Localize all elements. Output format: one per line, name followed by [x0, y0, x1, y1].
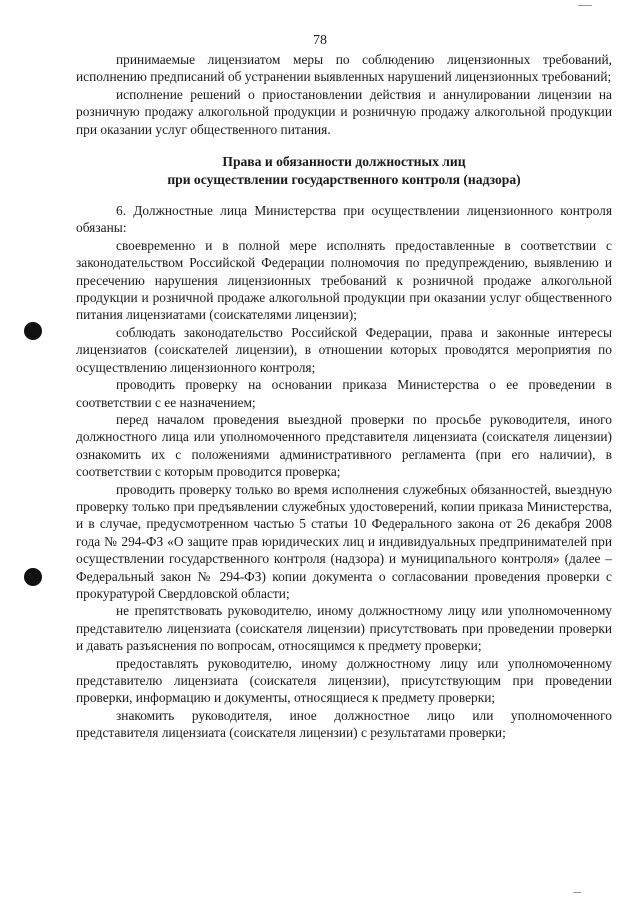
duty-item: проводить проверку на основании приказа Министерства о ее проведении в соответствии с ее назначением;	[76, 377, 612, 410]
page-number: 78	[313, 33, 327, 48]
scan-speck	[578, 5, 592, 6]
paragraph: принимаемые лицензиатом меры по соблюдению лицензионных требований, исполнению предписаний об устранении выявленных нарушений лицензионных требований;	[76, 52, 612, 85]
section-intro: 6. Должностные лица Министерства при осуществлении лицензионного контроля обязаны:	[76, 203, 612, 236]
scan-speck	[573, 892, 581, 893]
punch-hole-bottom	[24, 568, 42, 586]
duty-item: знакомить руководителя, иное должностное лицо или уполномоченного представителя лицензиата (соискателя лицензии) с результатами проверки;	[76, 707, 612, 741]
duty-item: соблюдать законодательство Российской Федерации, права и законные интересы лицензиатов (соискателей лицензии), в отношении которых проводятся мероприятия по осуществлению лицензионного контроля;	[76, 324, 612, 375]
duty-item: не препятствовать руководителю, иному должностному лицу или уполномоченному представителю лицензиата (соискателя лицензии) присутствовать при проведении проверки и давать разъяснения по вопросам, относящимся к предмету проверки;	[76, 603, 612, 654]
duty-item: предоставлять руководителю, иному должностному лицу или уполномоченному представителю лицензиата (соискателя лицензии), присутствующим при проведении проверки, информацию и документы, относящиеся к предмету проверки;	[76, 655, 612, 706]
paragraph: исполнение решений о приостановлении действия и аннулировании лицензии на розничную продажу алкогольной продукции и розничную продажу алкогольной продукции при оказании услуг общественного питания.	[76, 86, 612, 137]
punch-hole-top	[24, 322, 42, 340]
section-heading-line-2: при осуществлении государственного контроля (надзора)	[167, 172, 521, 188]
document-body	[76, 51, 612, 742]
duty-item: проводить проверку только во время исполнения служебных обязанностей, выездную проверку только при предъявлении служебных удостоверений, копии приказа Министерства, и в случае, предусмотренном частью 5 статьи 10 Федерального закона от 26 декабря 2008 года № 294-ФЗ «О защите прав юридических лиц и индивидуальных предпринимателей при осуществлении государственного контроля (надзора) и муниципального контроля» (далее – Федеральный закон № 294-ФЗ) копии документа о согласовании проведения проверки с прокуратурой Свердловской области;	[76, 481, 612, 601]
duty-item: своевременно и в полной мере исполнять предоставленные в соответствии с законодательством Российской Федерации полномочия по предупреждению, выявлению и пресечению нарушения лицензионных требований к розничной продаже алкогольной продукции и розничной продаже алкогольной продукции при оказании услуг общественного питания лицензиатами (соискателями лицензии);	[76, 237, 612, 323]
duty-item: перед началом проведения выездной проверки по просьбе руководителя, иного должностного лица или уполномоченного представителя лицензиата (соискателя лицензии) ознакомить их с положениями административного регламента (при его наличии), в соответствии с которым проводится проверка;	[76, 411, 612, 480]
section-heading-line-1: Права и обязанности должностных лиц	[222, 154, 466, 170]
